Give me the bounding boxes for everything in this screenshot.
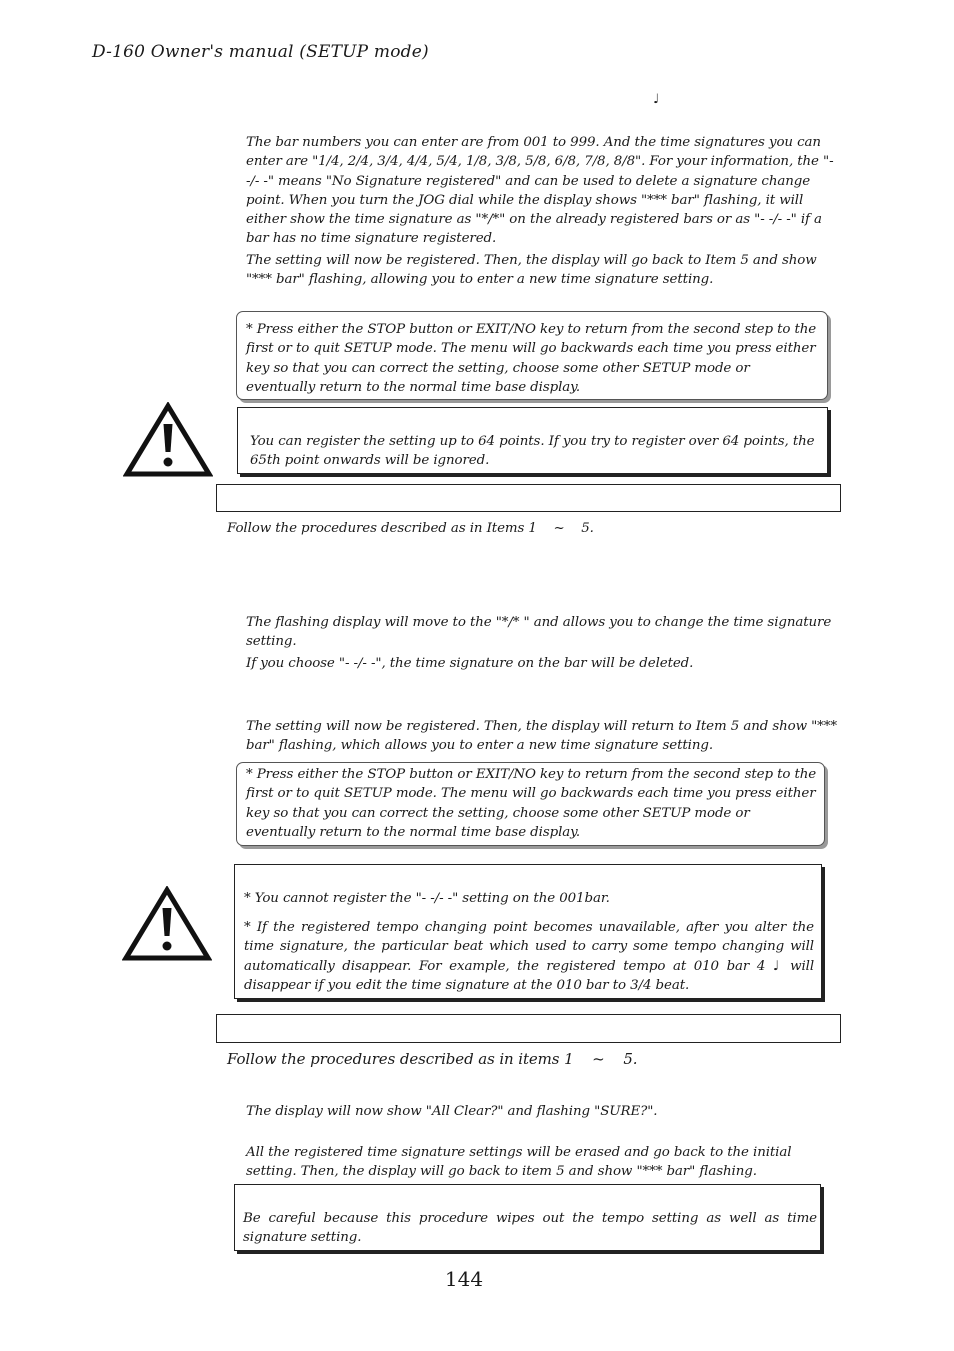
- warning-icon: [123, 402, 213, 482]
- section3-caution-box: [234, 1184, 821, 1251]
- section2-caution-box: [234, 864, 822, 999]
- section2-heading-box: [216, 484, 841, 512]
- section2-note-text: * Press either the STOP button or EXIT/NO key to return from the second step to the first or to quit SETUP mode. The menu will go backwards each time you press either key so that you can correct the setting, choose some other SETUP mode or eventually return to the normal time base display.: [246, 767, 817, 840]
- section1-caution-text: You can register the setting up to 64 points. If you try to register over 64 points, the 65th point onwards will be ignored.: [250, 434, 815, 469]
- section1-caution-box: [237, 407, 828, 474]
- section1-paragraph-2: The setting will now be registered. Then, the display will go back to Item 5 and show "*** bar" flashing, allowing you to enter a new time signature setting.: [246, 253, 817, 288]
- quarter-note-symbol: ♩: [653, 92, 660, 107]
- page-header: D-160 Owner's manual (SETUP mode): [92, 42, 429, 62]
- section2-note-box: [236, 762, 825, 846]
- section3-paragraph-1: The display will now show "All Clear?" and flashing "SURE?".: [246, 1104, 658, 1119]
- section3-caution-text: Be careful because this procedure wipes out the tempo setting as well as time signature setting.: [243, 1211, 817, 1246]
- section2-follow-text: Follow the procedures described as in Items 1 ~ 5.: [227, 521, 594, 536]
- page-number: 144: [444, 1267, 484, 1291]
- section2-paragraph-2: If you choose "- -/- -", the time signature on the bar will be deleted.: [246, 656, 694, 671]
- section3-paragraph-2: All the registered time signature settings will be erased and go back to the initial setting. Then, the display will go back to item 5 and show "*** bar" flashing.: [246, 1145, 792, 1180]
- section1-note-box: [236, 311, 828, 400]
- section1-note-text: * Press either the STOP button or EXIT/NO key to return from the second step to the first or to quit SETUP mode. The menu will go backwards each time you press either key so that you can correct the setting, choose some other SETUP mode or eventually return to the normal time base display.: [246, 322, 817, 395]
- section3-follow-text: Follow the procedures described as in items 1 ~ 5.: [227, 1050, 638, 1068]
- section2-paragraph-1: The flashing display will move to the "*/* " and allows you to change the time signature setting.: [246, 615, 832, 650]
- section2-caution-text-2: * If the registered tempo changing point becomes unavailable, after you alter the time signature, the particular beat which used to carry some tempo changing will automatically disappear. For example, the registered tempo at 010 bar 4 ♩ will disappear if you edit the time signature at the 010 bar to 3/4 beat.: [244, 920, 814, 993]
- section1-paragraph-1: The bar numbers you can enter are from 001 to 999. And the time signatures you can enter are "1/4, 2/4, 3/4, 4/4, 5/4, 1/8, 3/8, 5/8, 6/8, 7/8, 8/8". For your information, the "- -/- -" means "No Signature registered" and can be used to delete a signature change point. When you turn the JOG dial while the display shows "*** bar" flashing, it will either show the time signature as "*/*" on the already registered bars or as "- -/- -" if a bar has no time signature registered.: [246, 135, 834, 247]
- warning-icon: [122, 886, 212, 966]
- section3-heading-box: [216, 1014, 841, 1043]
- section2-caution-text-1: * You cannot register the "- -/- -" setting on the 001bar.: [244, 891, 610, 906]
- section2-paragraph-3: The setting will now be registered. Then, the display will return to Item 5 and show "*** bar" flashing, which allows you to enter a new time signature setting.: [246, 719, 837, 754]
